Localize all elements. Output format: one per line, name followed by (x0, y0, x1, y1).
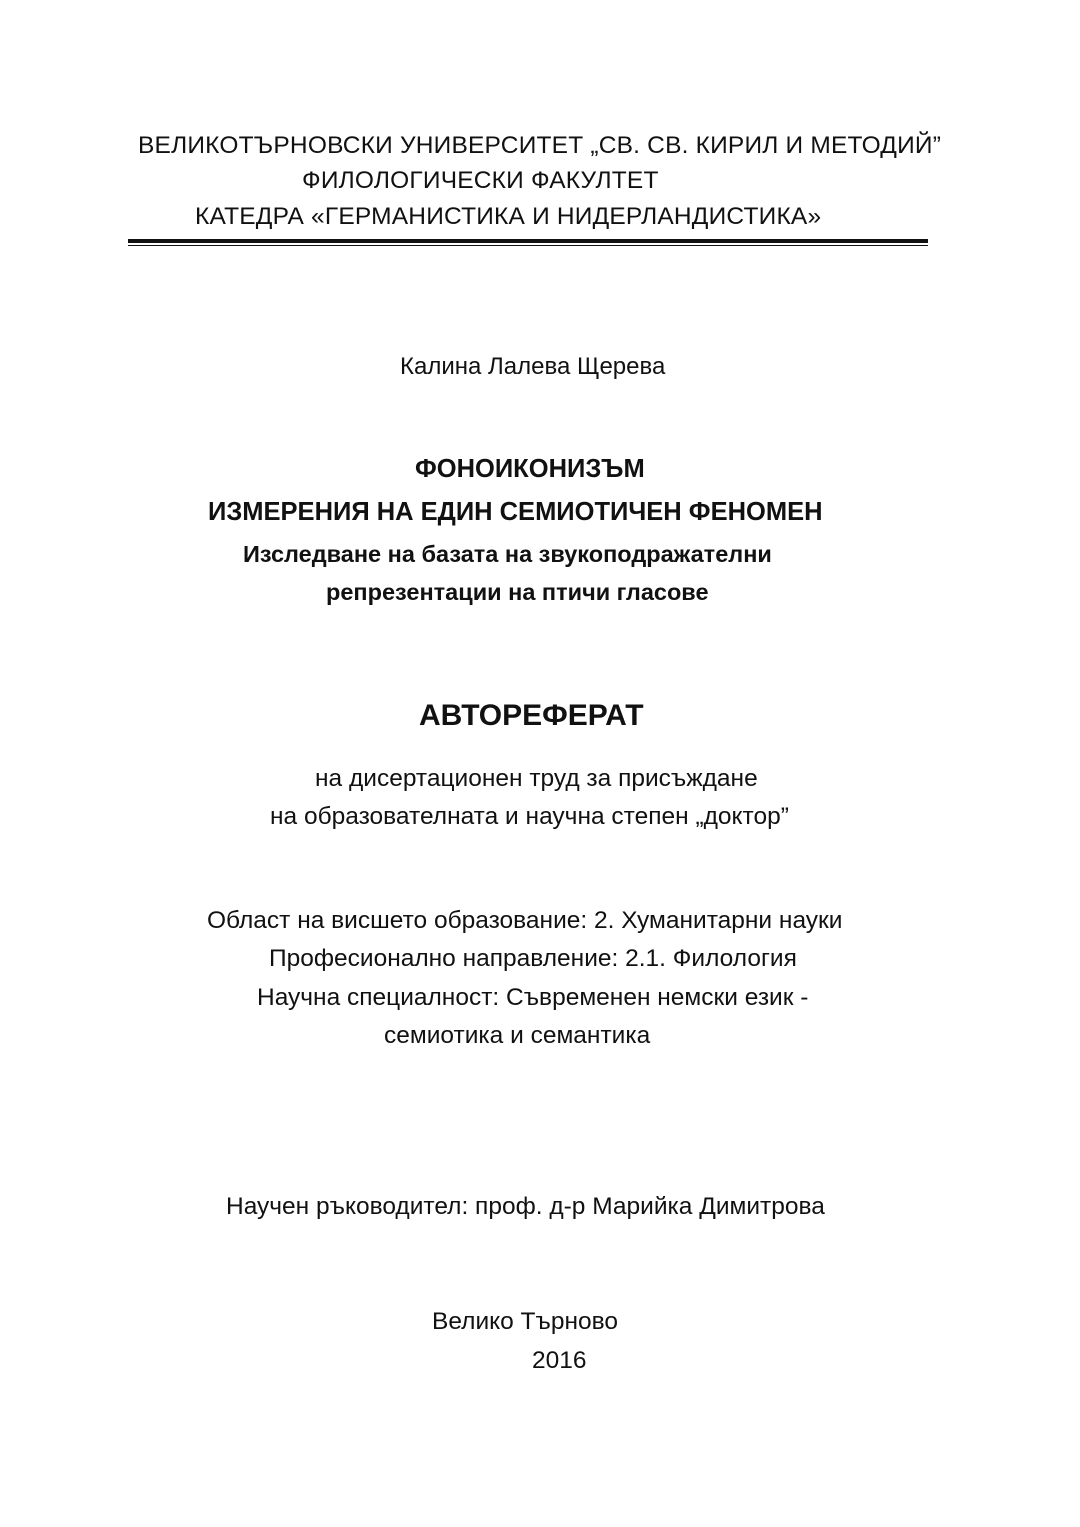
header-divider-thick (128, 239, 928, 243)
title-line-1: ФОНОИКОНИЗЪМ (415, 455, 645, 483)
supervisor: Научен ръководител: проф. д-р Марийка Димитрова (226, 1193, 825, 1220)
field-specialty: Научна специалност: Съвременен немски език - (257, 984, 809, 1011)
field-higher-education: Област на висшето образование: 2. Хуманитарни науки (207, 907, 843, 934)
field-specialty-continued: семиотика и семантика (384, 1022, 651, 1049)
university-name: ВЕЛИКОТЪРНОВСКИ УНИВЕРСИТЕТ „СВ. СВ. КИРИЛ И МЕТОДИЙ” (138, 132, 942, 159)
description-line-2: на образователната и научна степен „доктор” (270, 803, 789, 830)
subtitle-line-1: Изследване на базата на звукоподражателни (243, 541, 772, 567)
publication-year: 2016 (532, 1347, 587, 1374)
subtitle-line-2: репрезентации на птичи гласове (326, 579, 709, 605)
title-line-2: ИЗМЕРЕНИЯ НА ЕДИН СЕМИОТИЧЕН ФЕНОМЕН (208, 498, 823, 526)
document-type-heading: АВТОРЕФЕРАТ (419, 699, 644, 732)
author-name: Калина Лалева Щерева (400, 353, 666, 380)
faculty-name: ФИЛОЛОГИЧЕСКИ ФАКУЛТЕТ (302, 167, 659, 194)
department-name: КАТЕДРА «ГЕРМАНИСТИКА И НИДЕРЛАНДИСТИКА» (195, 203, 822, 230)
field-professional-direction: Професионално направление: 2.1. Филология (269, 945, 797, 972)
header-divider-thin (128, 245, 928, 246)
place-name: Велико Търново (432, 1308, 618, 1335)
description-line-1: на дисертационен труд за присъждане (315, 765, 758, 792)
